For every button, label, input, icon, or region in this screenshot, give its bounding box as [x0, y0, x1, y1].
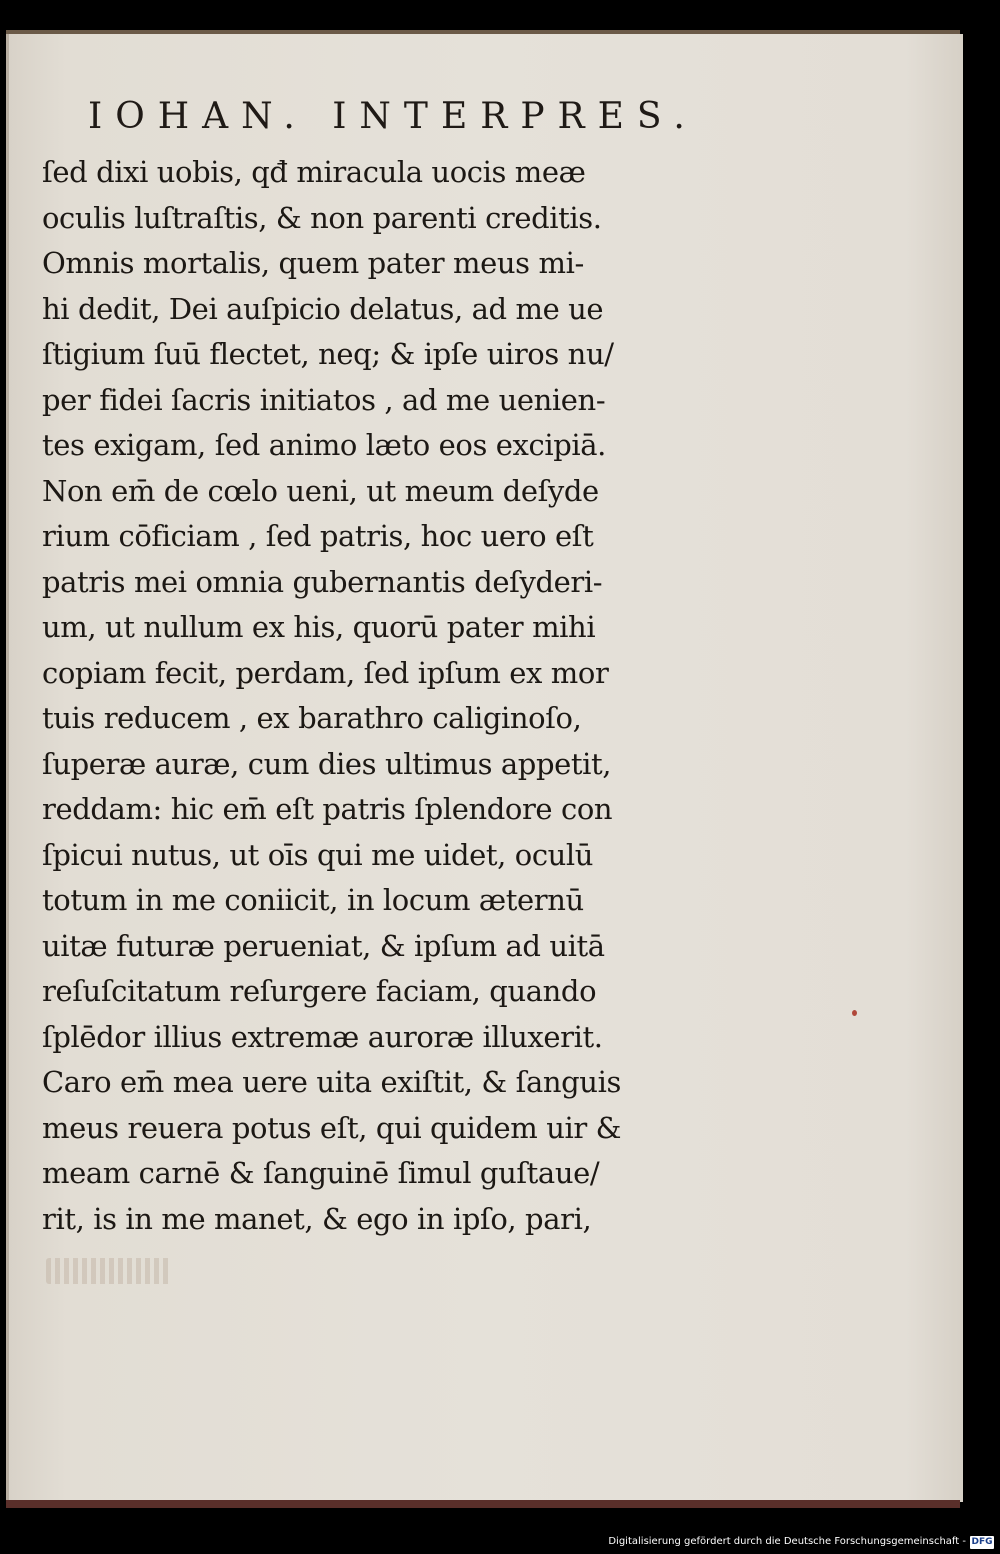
text-line: reſuſcitatum reſurgere faciam, quando: [42, 974, 597, 1008]
text-line: Caro em̄ mea uere uita exiſtit, & ſanguis: [42, 1065, 621, 1099]
text-line: ſplēdor illius extremæ auroræ illuxerit.: [42, 1019, 603, 1054]
digitization-credit: Digitalisierung gefördert durch die Deutsche Forschungsgemeinschaft -: [608, 1536, 966, 1547]
text-line: per fidei ſacris initiatos , ad me uenien-: [42, 382, 606, 417]
text-line: ſpicui nutus, ut oīs qui me uidet, oculū: [42, 837, 594, 872]
text-line: Non em̄ de cœlo ueni, ut meum deſyde: [42, 473, 599, 508]
paper-speck: [852, 1010, 857, 1016]
text-line: Omnis mortalis, quem pater meus mi-: [42, 246, 584, 280]
text-line: meam carnē & ſanguinē ſimul guſtaue/: [42, 1156, 600, 1190]
show-through-mark: [46, 1258, 172, 1284]
text-line: tes exigam, ſed animo læto eos excipiā.: [42, 428, 606, 462]
text-line: meus reuera potus eſt, qui quidem uir &: [42, 1110, 622, 1145]
text-line: ſed dixi uobis, qđ miracula uocis meæ: [42, 155, 586, 189]
page-edge-bottom: [6, 1500, 960, 1508]
text-line: hi dedit, Dei auſpicio delatus, ad me ue: [42, 291, 604, 326]
dfg-logo-icon: DFG: [971, 1537, 993, 1547]
text-line: copiam fecit, perdam, ſed ipſum ex mor: [42, 655, 609, 690]
text-line: reddam: hic em̄ eſt patris ſplendore con: [42, 792, 613, 826]
text-line: ſuperæ auræ, cum dies ultimus appetit,: [42, 746, 612, 781]
text-line: tuis reducem , ex barathro caliginoſo,: [42, 701, 582, 735]
text-line: totum in me coniicit, in locum æternū: [42, 883, 584, 917]
running-head: IOHAN. INTERPRES.: [88, 96, 698, 137]
text-line: oculis luſtraſtis, & non parenti creditis.: [42, 200, 602, 235]
text-line: rium cōficiam , ſed patris, hoc uero eſt: [42, 519, 594, 553]
text-line: rit, is in me manet, & ego in ipſo, pari,: [42, 1201, 592, 1236]
text-block: [42, 150, 672, 1242]
text-line: uitæ futuræ perueniat, & ipſum ad uitā: [42, 928, 605, 963]
text-line: um, ut nullum ex his, quorū pater mihi: [42, 610, 596, 644]
text-line: ſtigium ſuū flectet, neq; & ipſe uiros nu/: [42, 337, 614, 371]
text-line: patris mei omnia gubernantis deſyderi-: [42, 564, 603, 599]
